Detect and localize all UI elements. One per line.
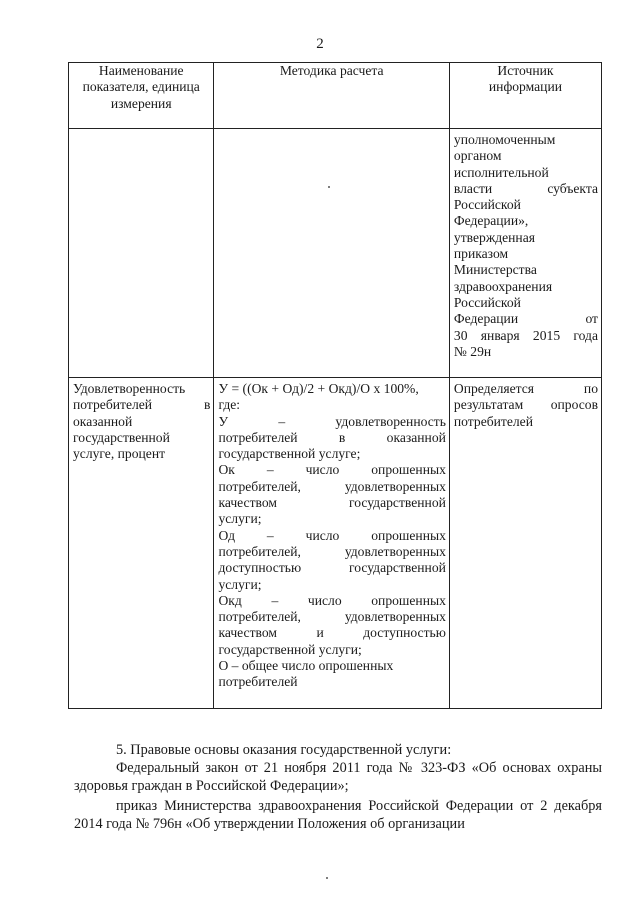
text-line: Российской: [453, 197, 521, 213]
header-line: показателя, единица: [82, 79, 200, 95]
legal-basis-paragraph: приказ Министерства здравоохранения Российской Федерации от 2 декабря 2014 года № 796н «Об утверждении Положения об организации: [74, 798, 602, 832]
scan-speck: [326, 877, 328, 879]
header-line: Наименование: [98, 63, 184, 78]
text-line: потребителей: [453, 413, 533, 429]
text-line: государственной: [73, 429, 170, 445]
method-text: [214, 378, 448, 693]
text-line: результатам опросов: [453, 397, 598, 413]
header-line: информации: [488, 79, 563, 95]
scan-speck: [328, 186, 330, 188]
text-line: где:: [218, 397, 241, 413]
text-line: Окд – число опрошенных: [218, 592, 446, 608]
text-line: Российской: [453, 294, 521, 310]
source-cell: [449, 129, 601, 378]
source-text: [450, 129, 601, 362]
text-line: потребителей в: [73, 397, 211, 413]
source-text: [450, 378, 601, 432]
text-line: уполномоченным: [453, 132, 556, 147]
text-line: оказанной: [73, 413, 133, 429]
text-line: исполнительной: [453, 164, 549, 180]
text-line: потребителей: [218, 674, 298, 690]
text-line: качеством и доступностью: [218, 625, 446, 641]
header-line: Источник: [497, 63, 554, 78]
indicator-table: [68, 62, 602, 709]
method-cell: [214, 378, 449, 709]
text-line: утвержденная: [453, 229, 535, 245]
text-line: качеством государственной: [218, 495, 446, 511]
header-line: измерения: [110, 95, 172, 111]
text-line: У – удовлетворенность: [218, 413, 446, 429]
text-line: потребителей, удовлетворенных: [218, 478, 446, 494]
header-line: Методика расчета: [279, 63, 384, 78]
text-line: О – общее число опрошенных: [218, 658, 394, 674]
page-number: 2: [316, 36, 324, 52]
text-line: Од – число опрошенных: [218, 527, 446, 543]
formula-line: У = ((Ок + Од)/2 + Окд)/О x 100%,: [218, 381, 419, 396]
text-line: Удовлетворенность: [73, 381, 186, 396]
text-line: доступностью государственной: [218, 560, 446, 576]
text-line: Определяется по: [453, 381, 598, 396]
indicator-cell: [69, 129, 214, 378]
text-line: органом: [453, 148, 502, 164]
table-row: [69, 378, 602, 709]
text-line: здравоохранения: [453, 278, 553, 294]
indicator-cell: [69, 378, 214, 709]
text-line: услуги;: [218, 576, 262, 592]
text-line: Федерации»,: [453, 213, 529, 229]
indicator-text: [69, 378, 213, 464]
source-cell: [449, 378, 601, 709]
text-line: власти субъекта: [453, 180, 598, 196]
text-line: государственной услуге;: [218, 446, 361, 462]
table-row: [69, 129, 602, 378]
header-source: [449, 63, 601, 129]
header-indicator: [69, 63, 214, 129]
text-line: № 29н: [453, 343, 492, 359]
text-line: приказом: [453, 246, 509, 262]
legal-basis-paragraph: Федеральный закон от 21 ноября 2011 года № 323-ФЗ «Об основах охраны здоровья граждан в Российской Федерации»;: [74, 760, 602, 794]
method-cell: [214, 129, 449, 378]
text-line: Министерства: [453, 262, 537, 278]
text-line: потребителей, удовлетворенных: [218, 543, 446, 559]
text-line: 30 января 2015 года: [453, 327, 598, 343]
text-line: государственной услуги;: [218, 641, 362, 657]
text-line: Федерации от: [453, 311, 598, 327]
table-header-row: [69, 63, 602, 129]
text-line: потребителей, удовлетворенных: [218, 609, 446, 625]
text-line: услуге, процент: [73, 446, 166, 462]
header-method: [214, 63, 449, 129]
text-line: услуги;: [218, 511, 262, 527]
section-heading: 5. Правовые основы оказания государственной услуги:: [116, 742, 452, 758]
text-line: Ок – число опрошенных: [218, 462, 446, 478]
text-line: потребителей в оказанной: [218, 429, 446, 445]
